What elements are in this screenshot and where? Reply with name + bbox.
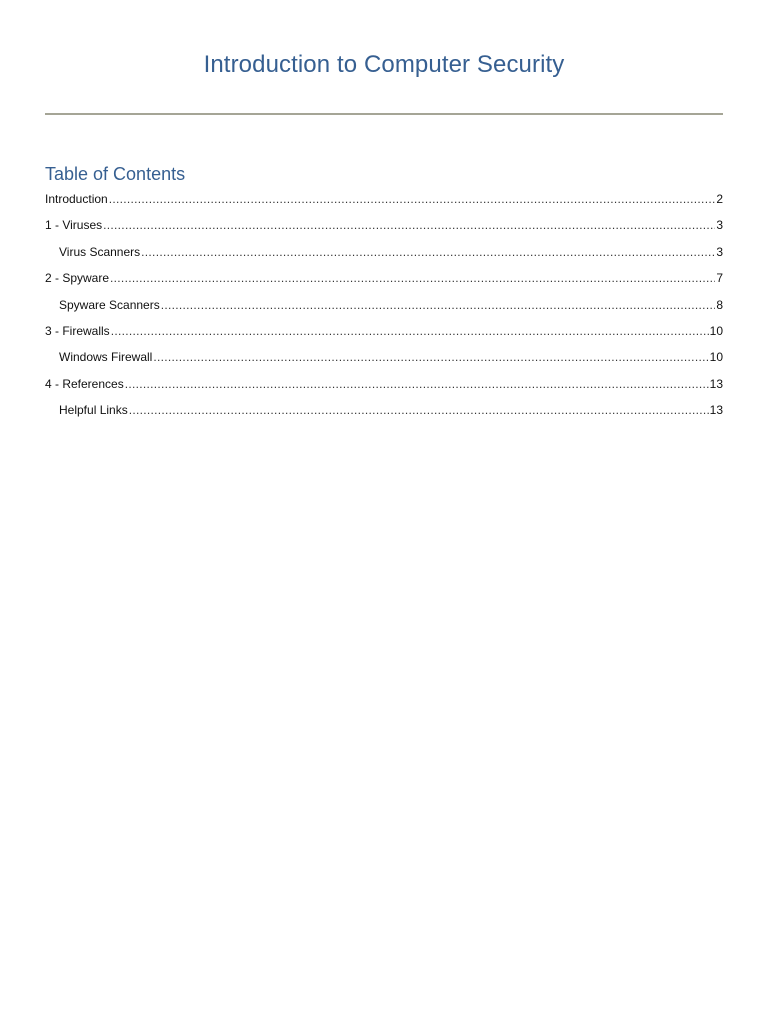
toc-entry-references[interactable] (45, 374, 723, 400)
toc-entry-label: Helpful Links (59, 403, 128, 418)
toc-heading: Table of Contents (45, 164, 186, 184)
toc-entry-page: 10 (709, 350, 723, 365)
toc-entry-page: 7 (716, 271, 723, 286)
toc-entry-label: 4 - References (45, 376, 124, 391)
toc-entry-introduction[interactable] (45, 189, 723, 215)
toc-entry-windows-firewall[interactable] (45, 347, 723, 373)
toc-dot-leader (109, 189, 716, 209)
toc-dot-leader (110, 268, 715, 288)
toc-entry-page: 13 (709, 376, 723, 391)
toc-dot-leader (141, 242, 715, 262)
toc-dot-leader (161, 295, 716, 315)
toc-entry-virus-scanners[interactable] (45, 242, 723, 268)
toc-dot-leader (103, 215, 715, 235)
toc-dot-leader (111, 321, 709, 341)
table-of-contents (45, 189, 723, 427)
toc-entry-viruses[interactable] (45, 215, 723, 241)
toc-entry-page: 8 (716, 297, 723, 312)
document-title: Introduction to Computer Security (203, 51, 565, 78)
toc-entry-spyware[interactable] (45, 268, 723, 294)
toc-entry-spyware-scanners[interactable] (45, 295, 723, 321)
toc-entry-page: 3 (716, 244, 723, 259)
toc-entry-label: 1 - Viruses (45, 218, 103, 233)
title-divider (45, 113, 723, 115)
toc-entry-label: 2 - Spyware (45, 271, 110, 286)
toc-entry-label: Windows Firewall (59, 350, 153, 365)
toc-entry-label: Spyware Scanners (59, 297, 160, 312)
toc-entry-firewalls[interactable] (45, 321, 723, 347)
toc-entry-page: 13 (709, 403, 723, 418)
toc-entry-page: 3 (716, 218, 723, 233)
toc-dot-leader (153, 347, 708, 367)
toc-dot-leader (129, 400, 709, 420)
toc-entry-helpful-links[interactable] (45, 400, 723, 426)
toc-entry-label: Introduction (45, 192, 108, 206)
toc-entry-label: Virus Scanners (59, 244, 141, 259)
toc-entry-page: 2 (716, 192, 723, 206)
toc-dot-leader (125, 374, 709, 394)
toc-entry-label: 3 - Firewalls (45, 323, 110, 338)
toc-entry-page: 10 (709, 323, 723, 338)
